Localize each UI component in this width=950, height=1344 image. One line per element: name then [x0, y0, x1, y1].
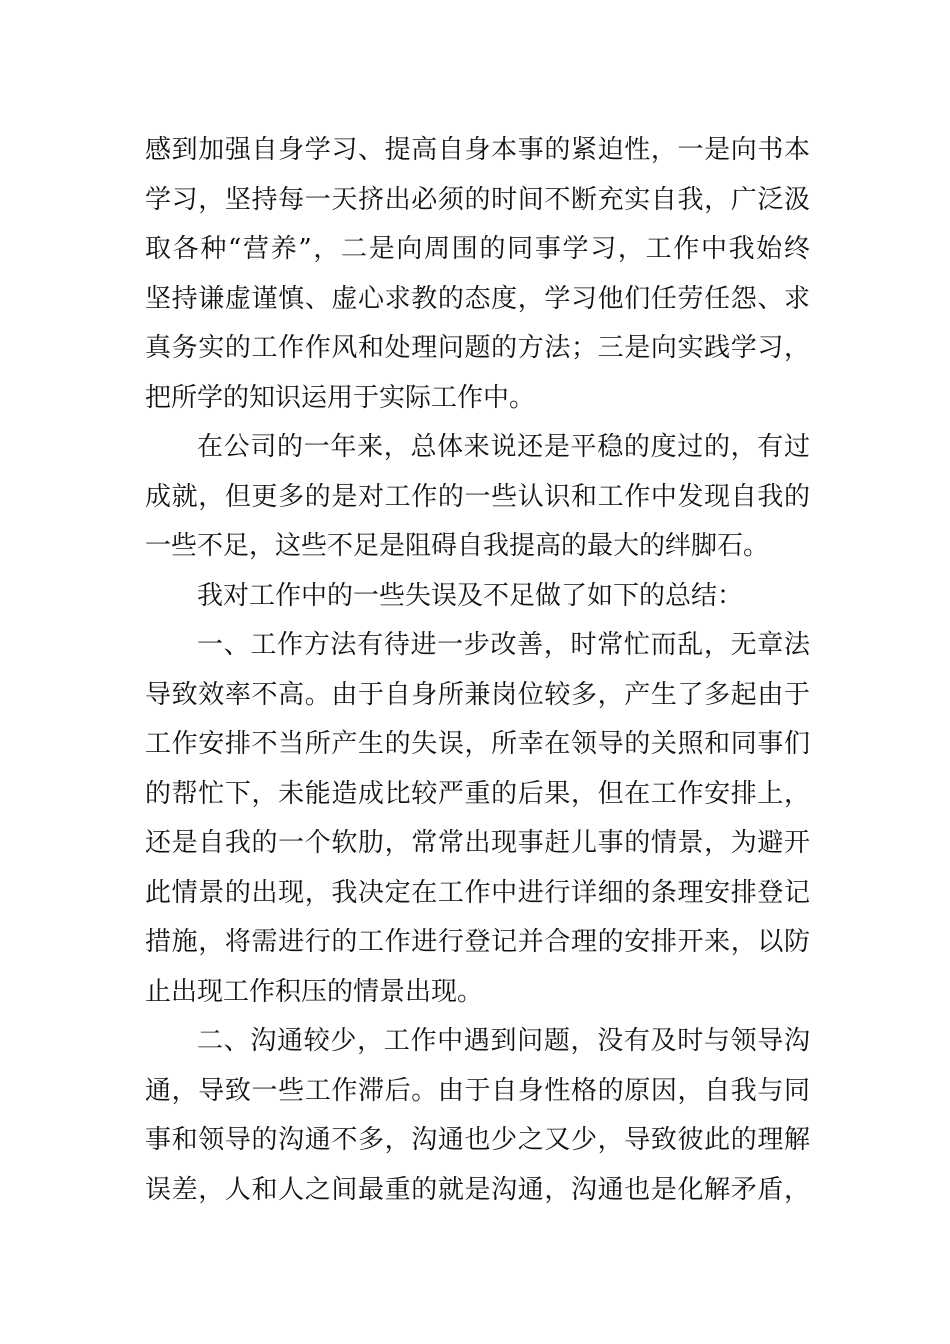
- text-line: 成就，但更多的是对工作的一些认识和工作中发现自我的: [145, 481, 810, 512]
- text-line: 取各种“营养”，二是向周围的同事学习，工作中我始终: [145, 234, 810, 264]
- text-line: 一、工作方法有待进一步改善，时常忙而乱，无章法: [197, 630, 810, 660]
- text-line: 在公司的一年来，总体来说还是平稳的度过的，有过: [197, 432, 810, 462]
- text-line: 真务实的工作作风和处理问题的方法；三是向实践学习，: [145, 333, 810, 363]
- text-line: 我对工作中的一些失误及不足做了如下的总结：: [197, 580, 744, 611]
- text-line: 还是自我的一个软肋，常常出现事赶儿事的情景，为避开: [145, 828, 810, 858]
- text-line: 此情景的出现，我决定在工作中进行详细的条理安排登记: [145, 877, 810, 908]
- text-line: 学习，坚持每一天挤出必须的时间不断充实自我，广泛汲: [145, 184, 810, 215]
- text-line: 通，导致一些工作滞后。由于自身性格的原因，自我与同: [145, 1075, 810, 1106]
- text-line: 导致效率不高。由于自身所兼岗位较多，产生了多起由于: [145, 679, 810, 710]
- text-line: 坚持谦虚谨慎、虚心求教的态度，学习他们任劳任怨、求: [145, 283, 810, 314]
- text-line: 止出现工作积压的情景出现。: [145, 976, 484, 1007]
- text-line: 一些不足，这些不足是阻碍自我提高的最大的绊脚石。: [145, 531, 770, 561]
- text-line: 措施，将需进行的工作进行登记并合理的安排开来，以防: [145, 927, 810, 957]
- body-text: [145, 126, 810, 1215]
- text-line: 感到加强自身学习、提高自身本事的紧迫性，一是向书本: [145, 135, 810, 165]
- text-line: 误差，人和人之间最重的就是沟通，沟通也是化解矛盾，: [145, 1174, 810, 1205]
- text-line: 把所学的知识运用于实际工作中。: [145, 382, 536, 413]
- text-line: 二、沟通较少，工作中遇到问题，没有及时与领导沟: [197, 1026, 810, 1056]
- text-line: 事和领导的沟通不多，沟通也少之又少，导致彼此的理解: [145, 1125, 810, 1155]
- text-line: 的帮忙下，未能造成比较严重的后果，但在工作安排上，: [145, 778, 810, 809]
- text-line: 工作安排不当所产生的失误，所幸在领导的关照和同事们: [145, 729, 810, 759]
